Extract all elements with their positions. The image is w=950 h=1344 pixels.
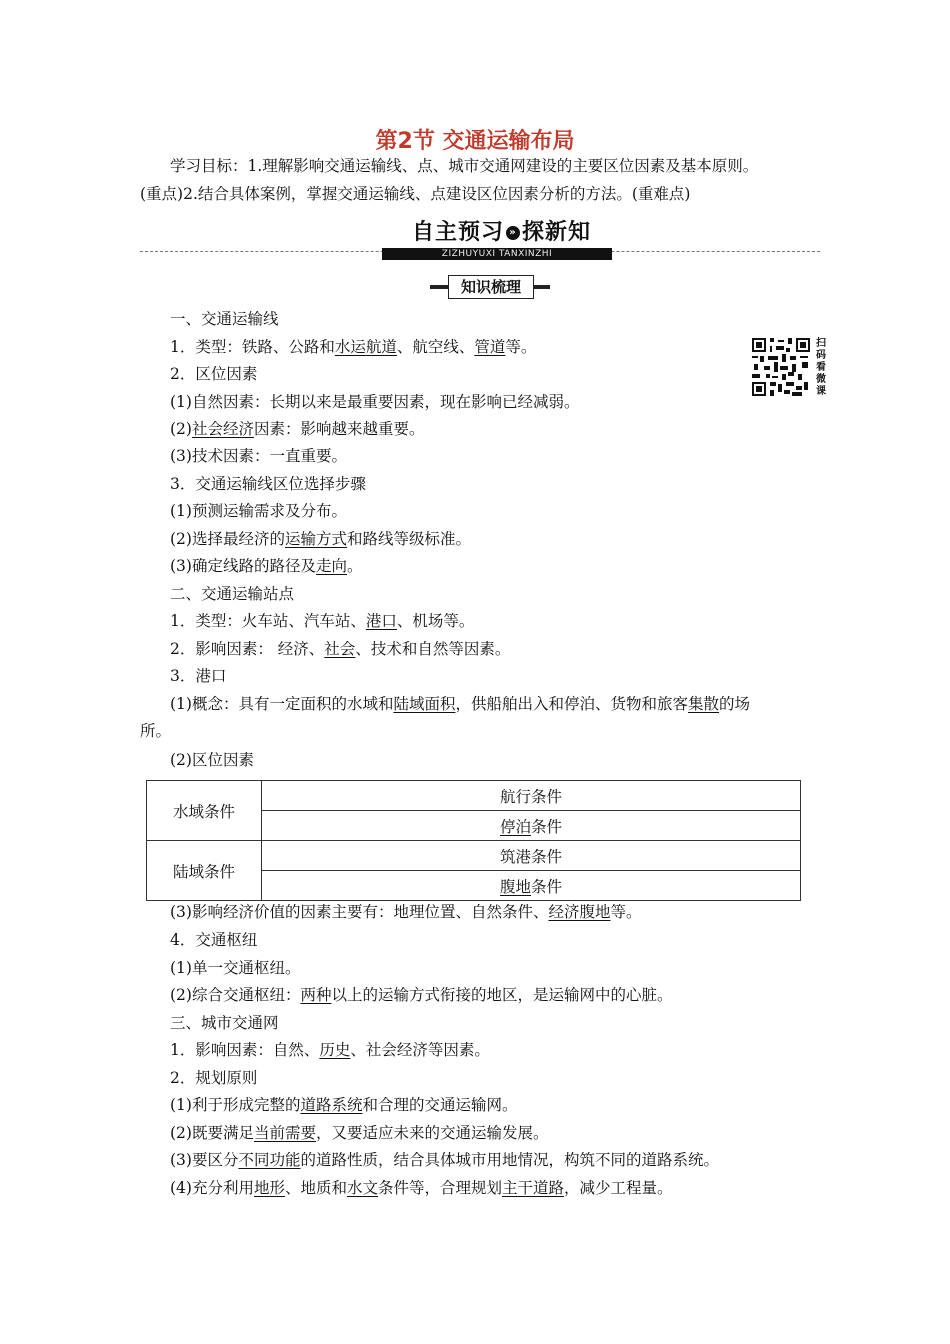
text-span: 以上的运输方式衔接的地区，是运输网中的心脏。 — [331, 986, 673, 1004]
list-item — [170, 1150, 719, 1170]
answer-blank: 水文 — [347, 1179, 379, 1197]
text-span: 。 — [346, 557, 363, 575]
list-item — [170, 529, 471, 549]
learning-objectives — [140, 152, 820, 180]
answer-blank: 道路系统 — [300, 1096, 363, 1114]
subheading-label: 知识梳理 — [448, 275, 534, 299]
list-item: (1)预测运输需求及分布。 — [170, 502, 347, 520]
text-span: 等。 — [610, 903, 642, 921]
text-span: 和路线等级标准。 — [346, 530, 471, 548]
table-cell: 航行条件 — [262, 781, 801, 811]
text-span: (2)综合交通枢纽： — [170, 986, 301, 1004]
text-span: 1．类型：火车站、汽车站、 — [170, 612, 366, 630]
qr-code-icon[interactable] — [752, 338, 810, 396]
list-item: 2．区位因素 — [170, 365, 258, 383]
list-item — [170, 419, 425, 439]
text-span: 1．影响因素：自然、 — [170, 1041, 320, 1059]
banner-left-text: 自主预习 — [412, 220, 505, 245]
text-span: ，减少工程量。 — [564, 1179, 673, 1197]
list-item: 4．交通枢纽 — [170, 931, 258, 949]
list-item: (2)区位因素 — [170, 751, 254, 769]
section-heading-2: 二、交通运输站点 — [170, 585, 295, 603]
list-item: 3．交通运输线区位选择步骤 — [170, 475, 366, 493]
list-item-continuation: 所。 — [140, 722, 172, 740]
answer-blank: 当前需要 — [253, 1124, 316, 1142]
answer-blank: 港口 — [365, 612, 397, 630]
table-cell — [262, 871, 801, 901]
text-span: (4)充分利用 — [170, 1179, 254, 1197]
list-item — [170, 1178, 673, 1198]
answer-blank: 腹地 — [499, 877, 531, 896]
table-cell: 水域条件 — [147, 781, 262, 841]
list-item — [170, 1040, 490, 1060]
table-cell — [262, 811, 801, 841]
answer-blank: 陆域面积 — [393, 695, 456, 713]
text-span: 、社会经济等因素。 — [350, 1041, 490, 1059]
answer-blank: 经济腹地 — [548, 903, 611, 921]
list-item — [170, 985, 673, 1005]
objective-line-1: 学习目标：1.理解影响交通运输线、点、城市交通网建设的主要区位因素及基本原则。 — [170, 157, 759, 175]
answer-blank: 走向 — [315, 557, 347, 575]
list-item: (1)单一交通枢纽。 — [170, 959, 301, 977]
answer-blank: 主干道路 — [502, 1179, 565, 1197]
text-span: 、技术和自然等因素。 — [355, 640, 511, 658]
section-banner — [140, 218, 820, 264]
text-span: 、航空线、 — [396, 338, 475, 356]
banner-subtitle: ZIZHUYUXI TANXINZHI — [382, 248, 612, 260]
table-cell: 陆域条件 — [147, 841, 262, 901]
text-span: ，又要适应未来的交通运输发展。 — [315, 1124, 549, 1142]
text-span: 、地质和 — [284, 1179, 347, 1197]
banner-title — [412, 218, 591, 248]
table-cell: 筑港条件 — [262, 841, 801, 871]
text-span: 因素：影响越来越重要。 — [253, 420, 425, 438]
section-heading-3: 三、城市交通网 — [170, 1014, 279, 1032]
text-span: 2．影响因素： 经济、 — [170, 640, 325, 658]
answer-blank: 历史 — [319, 1041, 351, 1059]
text-span: (3)要区分 — [170, 1151, 239, 1169]
list-item: 3．港口 — [170, 667, 227, 685]
text-span: 的道路性质，结合具体城市用地情况，构筑不同的道路系统。 — [300, 1151, 719, 1169]
answer-blank: 两种 — [300, 986, 332, 1004]
answer-blank: 不同功能 — [238, 1151, 301, 1169]
answer-blank: 地形 — [253, 1179, 285, 1197]
list-item — [170, 611, 474, 631]
list-item — [170, 639, 510, 659]
text-span: (2)选择最经济的 — [170, 530, 285, 548]
list-item — [170, 902, 642, 922]
answer-blank: 社会经济 — [191, 420, 254, 438]
banner-right-text: 探新知 — [522, 220, 592, 245]
table-row — [147, 781, 801, 811]
text-span: 的场 — [719, 695, 751, 713]
text-span: (3)确定线路的路径及 — [170, 557, 316, 575]
list-item: (3)技术因素：一直重要。 — [170, 447, 347, 465]
answer-blank: 集散 — [688, 695, 720, 713]
text-span: (3)影响经济价值的因素主要有：地理位置、自然条件、 — [170, 903, 549, 921]
text-span: 和合理的交通运输网。 — [362, 1096, 518, 1114]
text-span: ，供船舶出入和停泊、货物和旅客 — [455, 695, 688, 713]
text-span: 1．类型：铁路、公路和 — [170, 338, 335, 356]
objective-line-2: (重点)2.结合具体案例，掌握交通运输线、点建设区位因素分析的方法。(重难点) — [140, 185, 691, 203]
answer-blank: 管道 — [474, 338, 506, 356]
text-span: 条件等，合理规划 — [378, 1179, 503, 1197]
list-item — [170, 556, 363, 576]
answer-blank: 停泊 — [499, 817, 531, 836]
text-span: 条件 — [531, 817, 563, 836]
answer-blank: 水运航道 — [334, 338, 397, 356]
text-span: 、机场等。 — [396, 612, 475, 630]
list-item — [170, 1123, 549, 1143]
text-span: 条件 — [531, 877, 563, 896]
text-span: (2) — [170, 420, 192, 438]
list-item: 2．规划原则 — [170, 1069, 258, 1087]
list-item — [170, 1095, 518, 1115]
section-heading-1: 一、交通运输线 — [170, 310, 279, 328]
page-title: 第2节 交通运输布局 — [375, 129, 575, 154]
text-span: 等。 — [505, 338, 537, 356]
qr-code-label: 扫码看微课 — [816, 338, 826, 397]
table-row — [147, 841, 801, 871]
location-factors-table — [146, 780, 801, 901]
list-item — [170, 694, 750, 714]
arrow-icon: » — [506, 226, 520, 240]
answer-blank: 社会 — [324, 640, 356, 658]
list-item: (1)自然因素：长期以来是最重要因素，现在影响已经减弱。 — [170, 393, 580, 411]
list-item — [170, 337, 536, 357]
knowledge-subheading — [430, 275, 550, 299]
text-span: (1)概念：具有一定面积的水域和 — [170, 695, 394, 713]
answer-blank: 运输方式 — [284, 530, 347, 548]
text-span: (1)利于形成完整的 — [170, 1096, 301, 1114]
text-span: (2)既要满足 — [170, 1124, 254, 1142]
